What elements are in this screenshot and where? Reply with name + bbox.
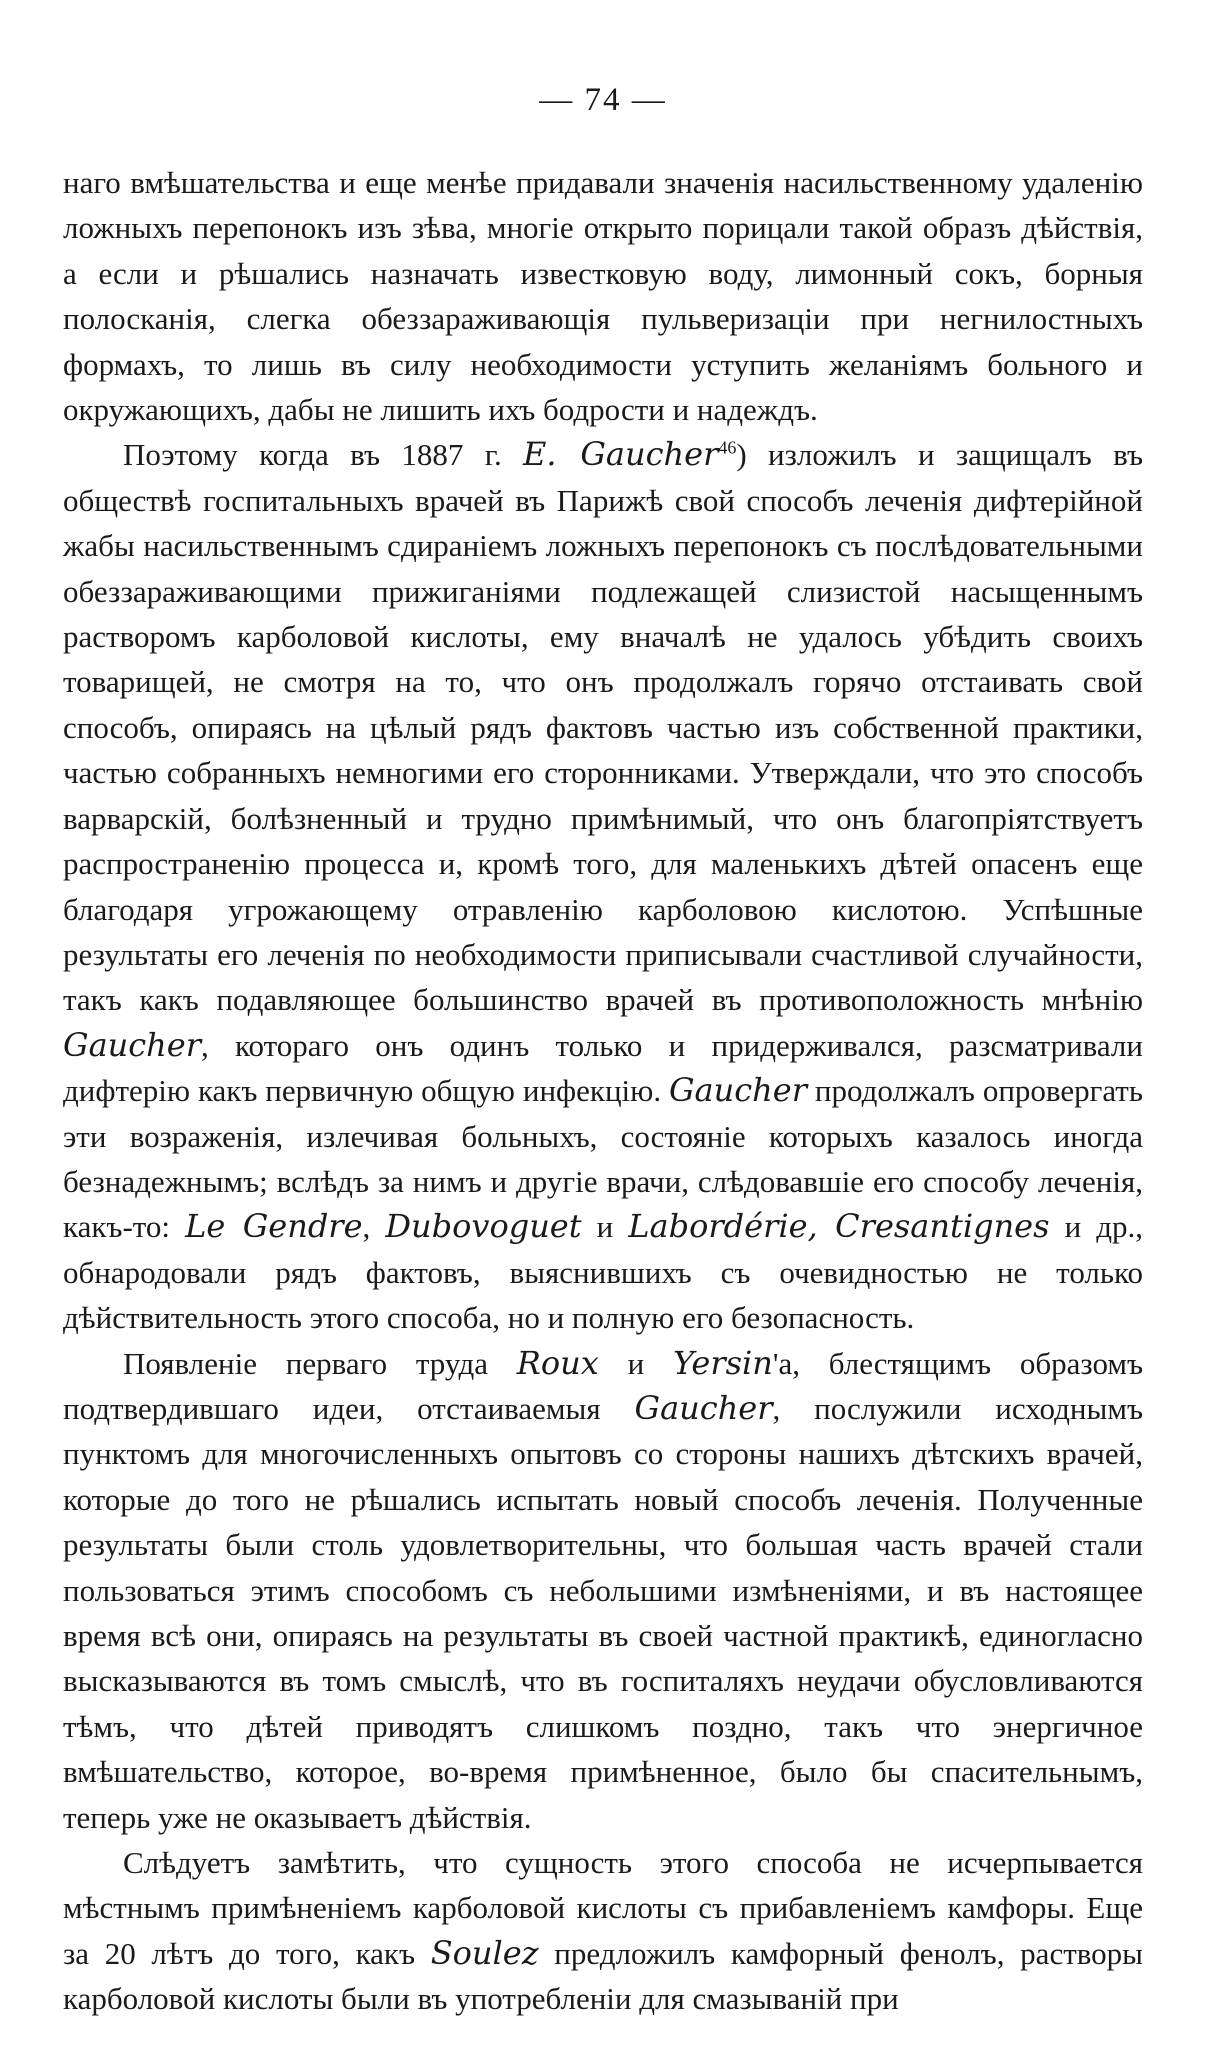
author-name: Gaucher: [634, 1388, 773, 1427]
author-name: Le Gendre: [185, 1207, 363, 1246]
author-name: Gaucher: [668, 1071, 807, 1110]
text-run: и: [598, 1345, 674, 1381]
paragraph: [63, 160, 1143, 432]
text-run: Появленіе перваго труда: [123, 1345, 517, 1381]
text-run: ,: [362, 1209, 386, 1245]
text-run: Слѣдуетъ замѣтить, что сущность этого способа не исчерпывается мѣстнымъ примѣненіемъ карболовой кислоты съ прибавленіемъ камфоры. Еще за 20 лѣтъ до того, какъ: [63, 1845, 1143, 1971]
body-text: [63, 160, 1143, 2022]
author-name: Yersin: [673, 1343, 773, 1382]
paragraph: [63, 1341, 1143, 1840]
author-name: Labordérie, Cresantignes: [628, 1207, 1050, 1246]
author-name: Dubovoguet: [385, 1207, 582, 1246]
text-run: , послужили исходнымъ пунктомъ для многочисленныхъ опытовъ со стороны нашихъ дѣтскихъ врачей, которые до того не рѣшались испытать новый способъ леченія. Полученные результаты были столь удовлетворительны, что большая часть врачей стали пользоваться этимъ способомъ съ небольшими измѣненіями, и въ настоящее время всѣ они, опираясь на результаты въ своей частной практикѣ, единогласно высказываются въ томъ смыслѣ, что въ госпиталяхъ неудачи обусловливаются тѣмъ, что дѣтей приводятъ слишкомъ поздно, такъ что энергичное вмѣшательство, которое, во-время примѣненное, было бы спасительнымъ, теперь уже не оказываетъ дѣйствія.: [63, 1390, 1143, 1835]
paragraph: [63, 432, 1143, 1340]
author-name: E. Gaucher: [523, 435, 719, 474]
text-run: Поэтому когда въ 1887 г.: [123, 437, 524, 473]
document-page: [63, 80, 1143, 2022]
text-run: продолжалъ опровергать эти возраженія, излечивая больныхъ, состояніе которыхъ казалось иногда безнадежнымъ; вслѣдъ за нимъ и другіе врачи, слѣдовавшіе его способу леченія, какъ-то:: [63, 1073, 1143, 1245]
text-run: , котораго онъ одинъ только и придерживался, разсматривали дифтерію какъ первичную общую инфекцію.: [63, 1027, 1143, 1109]
text-run: ) изложилъ и защищалъ въ обществѣ госпитальныхъ врачей въ Парижѣ свой способъ леченія дифтерійной жабы насильственнымъ сдираніемъ ложныхъ перепонокъ съ послѣдовательными обеззараживающими прижиганіями подлежащей слизистой насыщеннымъ растворомъ карболовой кислоты, ему вначалѣ не удалось убѣдить своихъ товарищей, не смотря на то, что онъ продолжалъ горячо отстаивать свой способъ, опираясь на цѣлый рядъ фактовъ частью изъ собственной практики, частью собранныхъ немногими его сторонниками. Утверждали, что это способъ варварскій, болѣзненный и трудно примѣнимый, что онъ благопріятствуетъ распространенію процесса и, кромѣ того, для маленькихъ дѣтей опасенъ еще благодаря угрожающему отравленію карболовою кислотою. Успѣшные результаты его леченія по необходимости приписывали счастливой случайности, такъ какъ подавляющее большинство врачей въ противоположность мнѣнію: [63, 437, 1143, 1018]
text-run: и др., обнародовали рядъ фактовъ, выяснившихъ съ очевидностью не только дѣйствительность этого способа, но и полную его безопасность.: [63, 1209, 1143, 1336]
text-run: предложилъ камфорный фенолъ, растворы карболовой кислоты были въ употребленіи для смазываній при: [63, 1935, 1144, 2017]
text-run: и: [581, 1209, 629, 1245]
text-run: 'а, блестящимъ образомъ подтвердившаго идеи, отстаиваемыя: [63, 1345, 1144, 1426]
author-name: Roux: [516, 1343, 599, 1382]
author-name: Soulez: [430, 1933, 539, 1972]
paragraph: [63, 1840, 1143, 2022]
author-name: Gaucher: [63, 1025, 202, 1064]
page-number: — 74 —: [539, 82, 667, 118]
footnote-reference: 46: [718, 438, 737, 459]
text-run: наго вмѣшательства и еще менѣе придавали значенія насильственному удаленію ложныхъ перепонокъ изъ зѣва, многіе открыто порицали такой образъ дѣйствія, а если и рѣшались назначать известковую воду, лимонный сокъ, борныя полосканія, слегка обеззараживающія пульверизаціи при негнилостныхъ формахъ, то лишь въ силу необходимости уступить желаніямъ больного и окружающихъ, дабы не лишить ихъ бодрости и надеждъ.: [63, 165, 1143, 428]
